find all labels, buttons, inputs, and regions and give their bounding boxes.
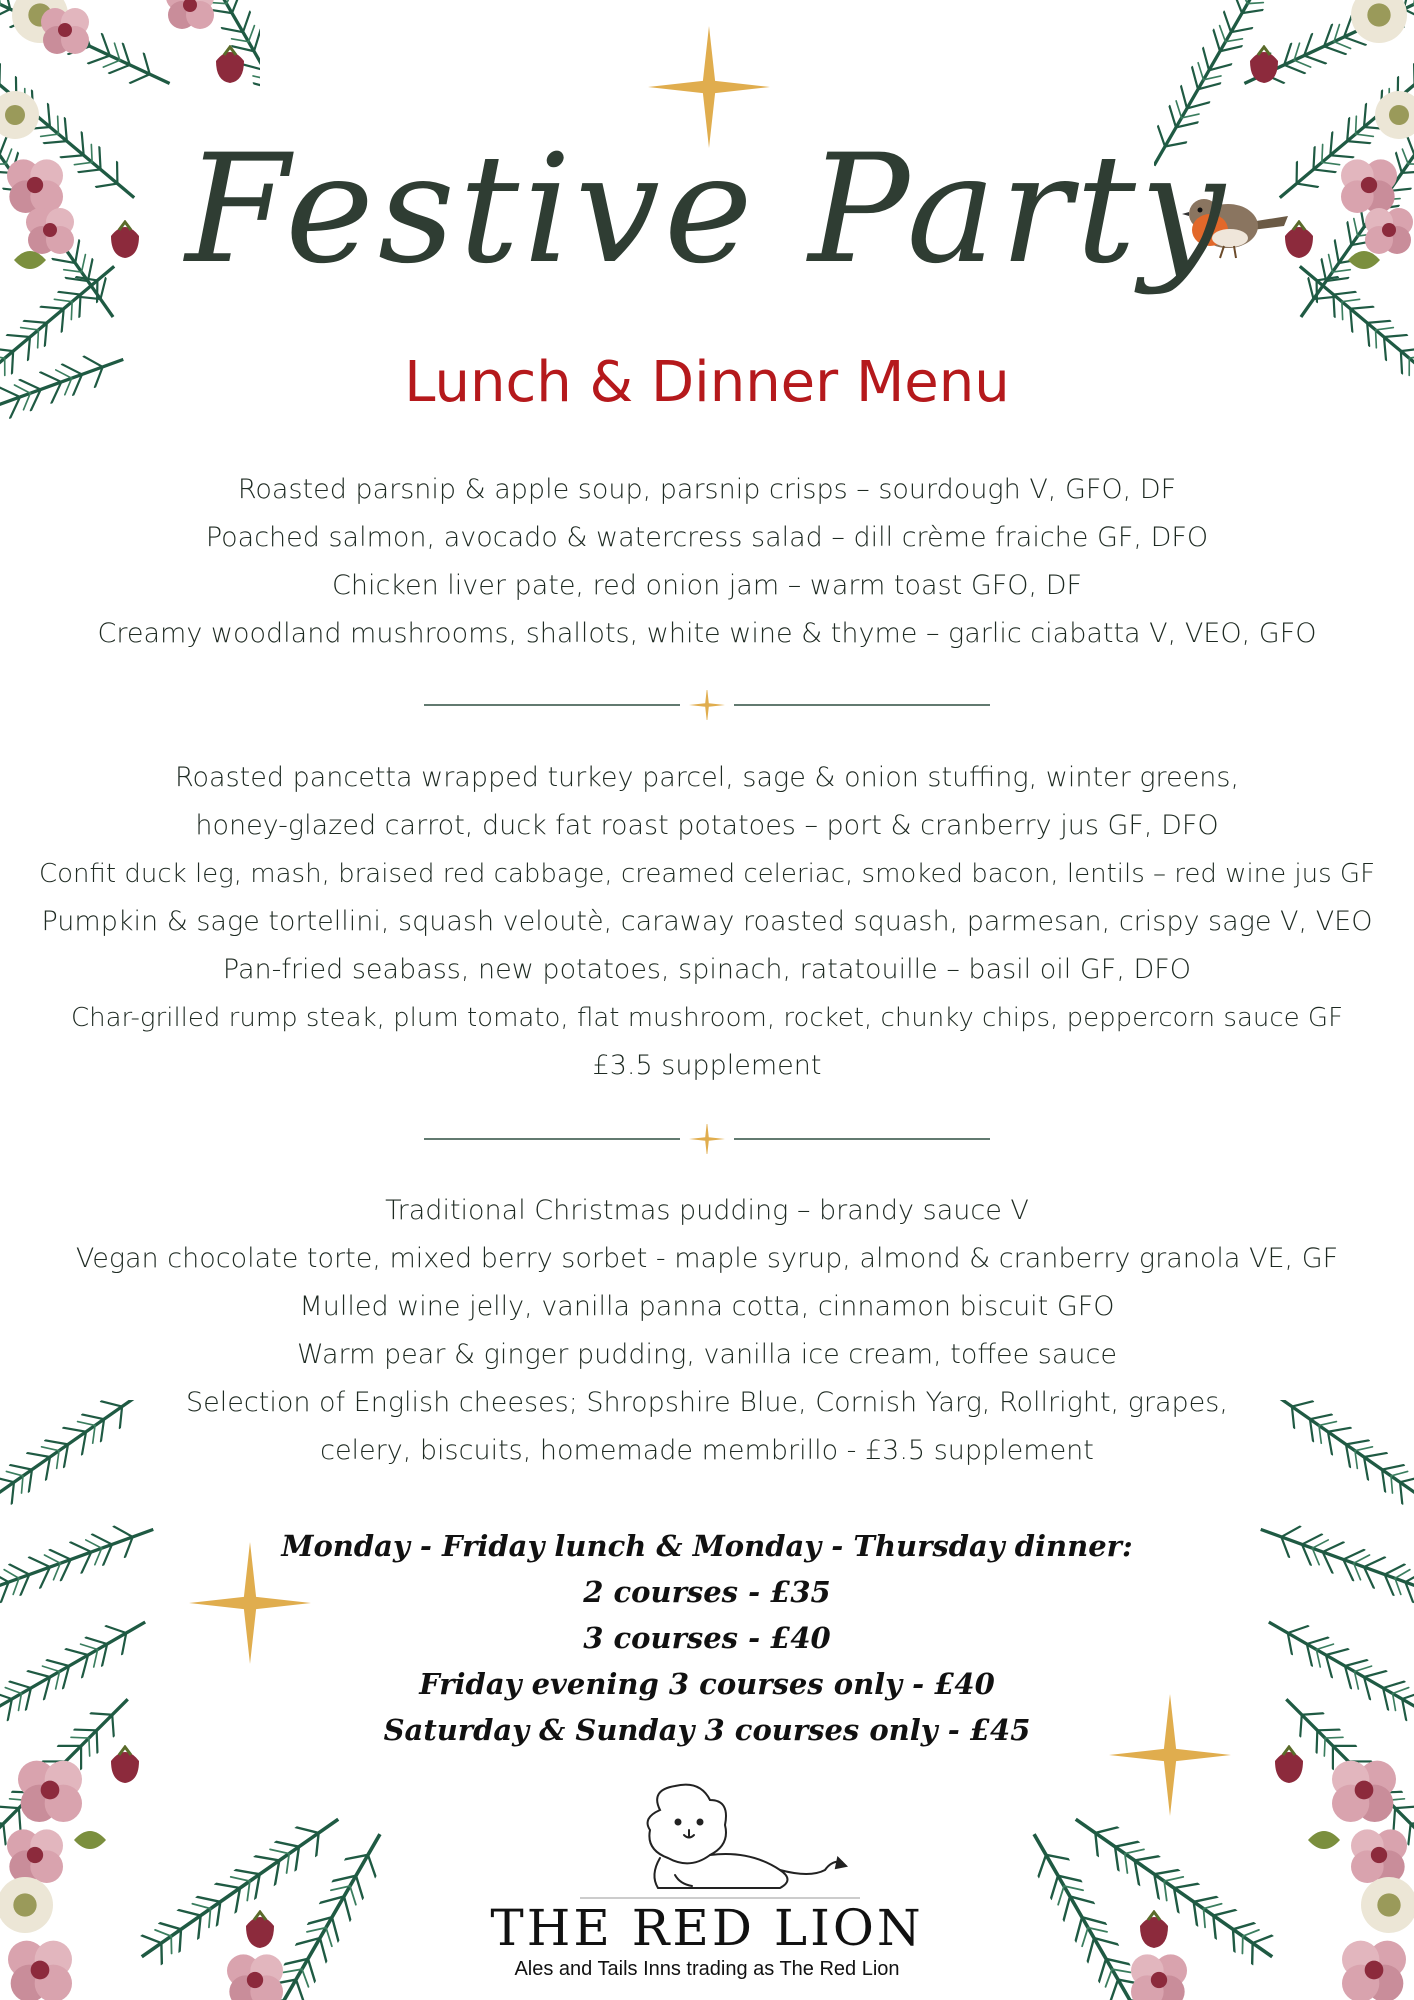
pricing-section <box>0 1523 1414 1753</box>
menu-item: Pumpkin & sage tortellini, squash veloutè, caraway roasted squash, parmesan, crispy sage V, VEO <box>41 906 1373 937</box>
menu-item: Traditional Christmas pudding – brandy sauce V <box>385 1195 1029 1226</box>
menu-item: Confit duck leg, mash, braised red cabbage, creamed celeriac, smoked bacon, lentils – red wine jus GF <box>38 859 1376 889</box>
menu-item: Creamy woodland mushrooms, shallots, white wine & thyme – garlic ciabatta V, VEO, GFO <box>97 618 1317 649</box>
brand-name: THE RED LION <box>490 1899 924 1957</box>
pricing-line: Monday - Friday lunch & Monday - Thursday dinner: <box>281 1529 1133 1563</box>
menu-item: Warm pear & ginger pudding, vanilla ice cream, toffee sauce <box>297 1339 1117 1370</box>
menu-item: Selection of English cheeses; Shropshire Blue, Cornish Yarg, Rollright, grapes, <box>186 1387 1228 1418</box>
menu-item: Char-grilled rump steak, plum tomato, flat mushroom, rocket, chunky chips, peppercorn sauce GF <box>70 1003 1344 1033</box>
lion-icon <box>580 1780 860 1900</box>
menu-item: £3.5 supplement <box>592 1050 822 1081</box>
starters-section <box>0 466 1414 658</box>
trading-name: Ales and Tails Inns trading as The Red Lion <box>514 1958 900 1980</box>
menu-item: Chicken liver pate, red onion jam – warm toast GFO, DF <box>331 570 1083 601</box>
pricing-line: Friday evening 3 courses only - £40 <box>419 1667 995 1701</box>
menu-item: Pan-fried seabass, new potatoes, spinach, ratatouille – basil oil GF, DFO <box>222 954 1192 985</box>
menu-item: honey-glazed carrot, duck fat roast potatoes – port & cranberry jus GF, DFO <box>195 810 1219 841</box>
menu-item: Mulled wine jelly, vanilla panna cotta, cinnamon biscuit GFO <box>299 1291 1115 1322</box>
menu-item: celery, biscuits, homemade membrillo - £3.5 supplement <box>320 1435 1094 1466</box>
menu-subtitle: Lunch & Dinner Menu <box>404 350 1010 415</box>
desserts-section <box>0 1187 1414 1475</box>
menu-item: Roasted parsnip & apple soup, parsnip crisps – sourdough V, GFO, DF <box>237 474 1177 505</box>
section-divider <box>424 690 990 720</box>
menu-item: Vegan chocolate torte, mixed berry sorbet - maple syrup, almond & cranberry granola VE, GF <box>75 1243 1339 1274</box>
menu-item: Poached salmon, avocado & watercress salad – dill crème fraiche GF, DFO <box>205 522 1209 553</box>
menu-title: Festive Party <box>185 123 1229 297</box>
pricing-line: 2 courses - £35 <box>583 1575 831 1609</box>
section-divider <box>424 1124 990 1154</box>
pricing-line: 3 courses - £40 <box>583 1621 831 1655</box>
mains-section <box>0 754 1414 1090</box>
menu-item: Roasted pancetta wrapped turkey parcel, sage & onion stuffing, winter greens, <box>174 762 1240 793</box>
pricing-line: Saturday & Sunday 3 courses only - £45 <box>383 1713 1031 1747</box>
flower-cluster-icon <box>0 0 260 100</box>
